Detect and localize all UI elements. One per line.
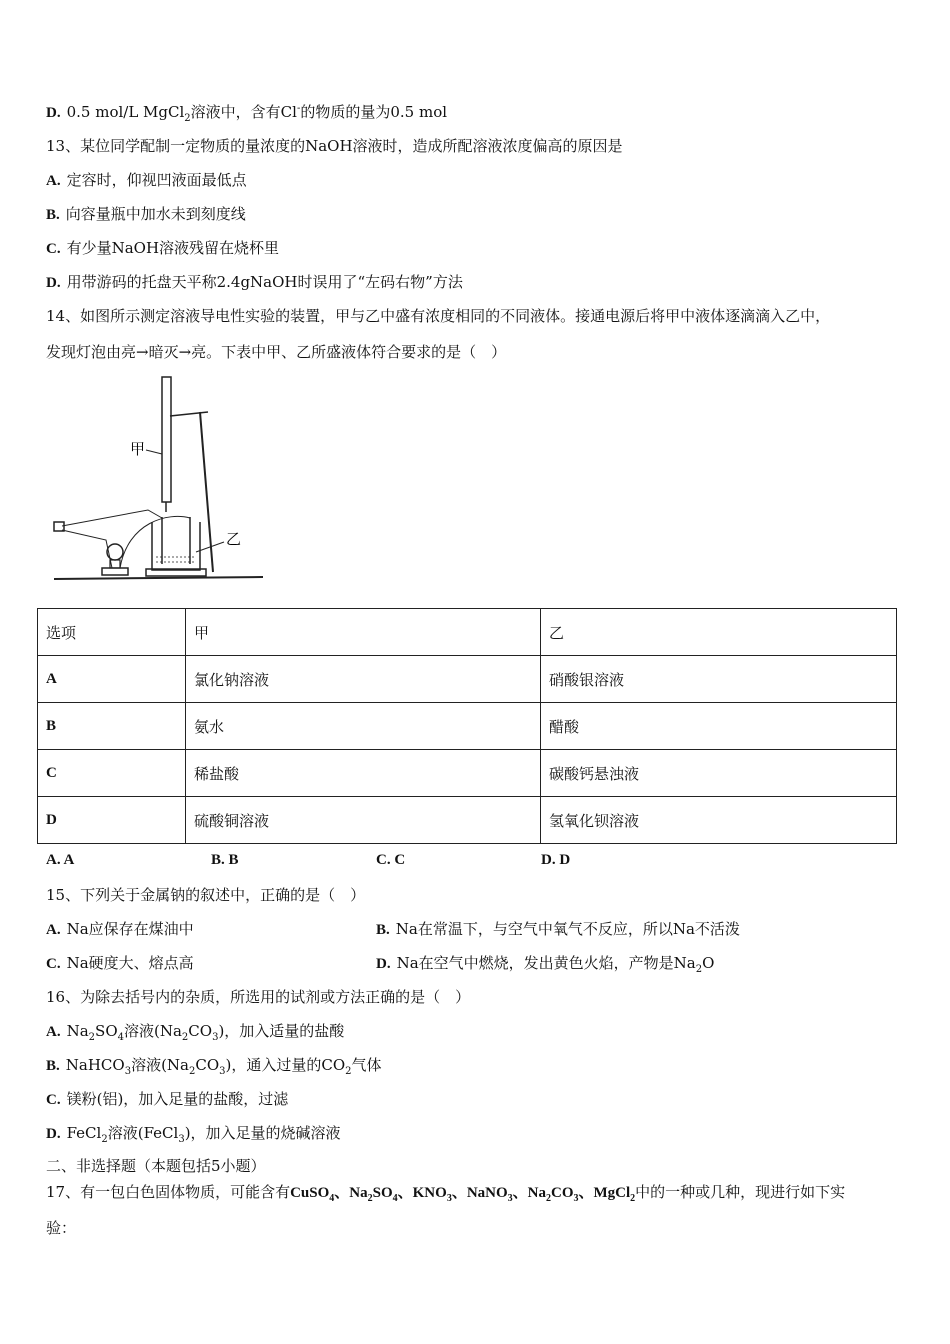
q14-stem-line1: 14、如图所示测定溶液导电性实验的装置，甲与乙中盛有浓度相同的不同液体。接通电源后将甲中液体逐滴滴入乙中， — [46, 307, 831, 325]
table-cell: 氯化钠溶液 — [186, 656, 541, 703]
table-row — [38, 703, 897, 750]
header-cell: 甲 — [186, 609, 541, 656]
table-cell: 稀盐酸 — [186, 750, 541, 797]
q15-option-b: B. Na在常温下，与空气中氧气不反应，所以Na不活泼 — [376, 920, 740, 938]
table-cell: 氨水 — [186, 703, 541, 750]
q13-option-d: D. 用带游码的托盘天平称2.4gNaOH时误用了“左码右物”方法 — [46, 273, 463, 291]
q14-stem-line2: 发现灯泡由亮→暗灭→亮。下表中甲、乙所盛液体符合要求的是（ ） — [46, 343, 507, 361]
option-label: D. — [46, 105, 61, 121]
table-cell: D — [38, 797, 186, 844]
q14-answer-b: B. B — [211, 852, 239, 868]
table-cell: A — [38, 656, 186, 703]
section-title: 二、非选择题（本题包括5小题） — [46, 1157, 266, 1175]
table-row — [38, 797, 897, 844]
table-row — [38, 750, 897, 797]
table-cell: 氢氧化钡溶液 — [541, 797, 897, 844]
header-cell: 乙 — [541, 609, 897, 656]
q16-option-b: B. NaHCO$_3$溶液$(Na_2CO_3)$，通入过量的$CO_2$气体 — [46, 1056, 382, 1077]
fig-label-jia: 甲 — [130, 440, 146, 458]
header-cell: 选项 — [38, 609, 186, 656]
table-row — [38, 656, 897, 703]
q14-answer-c: C. C — [376, 852, 406, 868]
q16-option-d: D. FeCl$_2$溶液(FeCl$_3$)，加入足量的烧碱溶液 — [46, 1124, 341, 1145]
table-cell: 碳酸钙悬浊液 — [541, 750, 897, 797]
table-cell: B — [38, 703, 186, 750]
q13-option-c: C. 有少量NaOH溶液残留在烧杯里 — [46, 239, 280, 257]
q16-stem: 16、为除去括号内的杂质，所选用的试剂或方法正确的是（ ） — [46, 988, 471, 1006]
table-cell: 硫酸铜溶液 — [186, 797, 541, 844]
q17-stem-line2: 验： — [46, 1219, 77, 1237]
table-header-row — [38, 609, 897, 656]
q16-option-a: A. $Na_2SO_4$溶液$(Na_2CO_3)$，加入适量的盐酸 — [46, 1022, 345, 1043]
table-cell: C — [38, 750, 186, 797]
q14-answer-a: A. A — [46, 852, 75, 868]
q13-option-b: B. 向容量瓶中加水未到刻度线 — [46, 205, 246, 223]
q17-stem-line1: 17、有一包白色固体物质，可能含有CuSO$_4$、$Na_2SO_4$、$KNO_3$、NaNO$_3$、$Na_2CO_3$、MgCl$_2$中的一种或几种，现进行如下实 — [46, 1183, 846, 1204]
q15-option-a: A. Na应保存在煤油中 — [46, 920, 194, 938]
table-cell: 醋酸 — [541, 703, 897, 750]
fig-label-yi: 乙 — [226, 530, 242, 548]
q14-options-table — [37, 608, 897, 844]
q16-option-c: C. 镁粉(铝)，加入足量的盐酸，过滤 — [46, 1090, 289, 1108]
q15-stem: 15、下列关于金属钠的叙述中，正确的是（ ） — [46, 886, 366, 904]
q15-option-d: D. Na在空气中燃烧，发出黄色火焰，产物是$Na_2O$ — [376, 954, 715, 975]
q15-option-c: C. Na硬度大、熔点高 — [46, 954, 194, 972]
q13-stem: 13、某位同学配制一定物质的量浓度的NaOH溶液时，造成所配溶液浓度偏高的原因是 — [46, 137, 623, 155]
q13-option-a: A. 定容时，仰视凹液面最低点 — [46, 171, 247, 189]
table-cell: 硝酸银溶液 — [541, 656, 897, 703]
q12-option-d: D. 0.5 mol/L MgCl$_2$溶液中，含有Cl-的物质的量为0.5 mol — [46, 103, 448, 124]
q14-answer-d: D. D — [541, 852, 571, 868]
conductivity-apparatus-figure — [48, 372, 268, 587]
